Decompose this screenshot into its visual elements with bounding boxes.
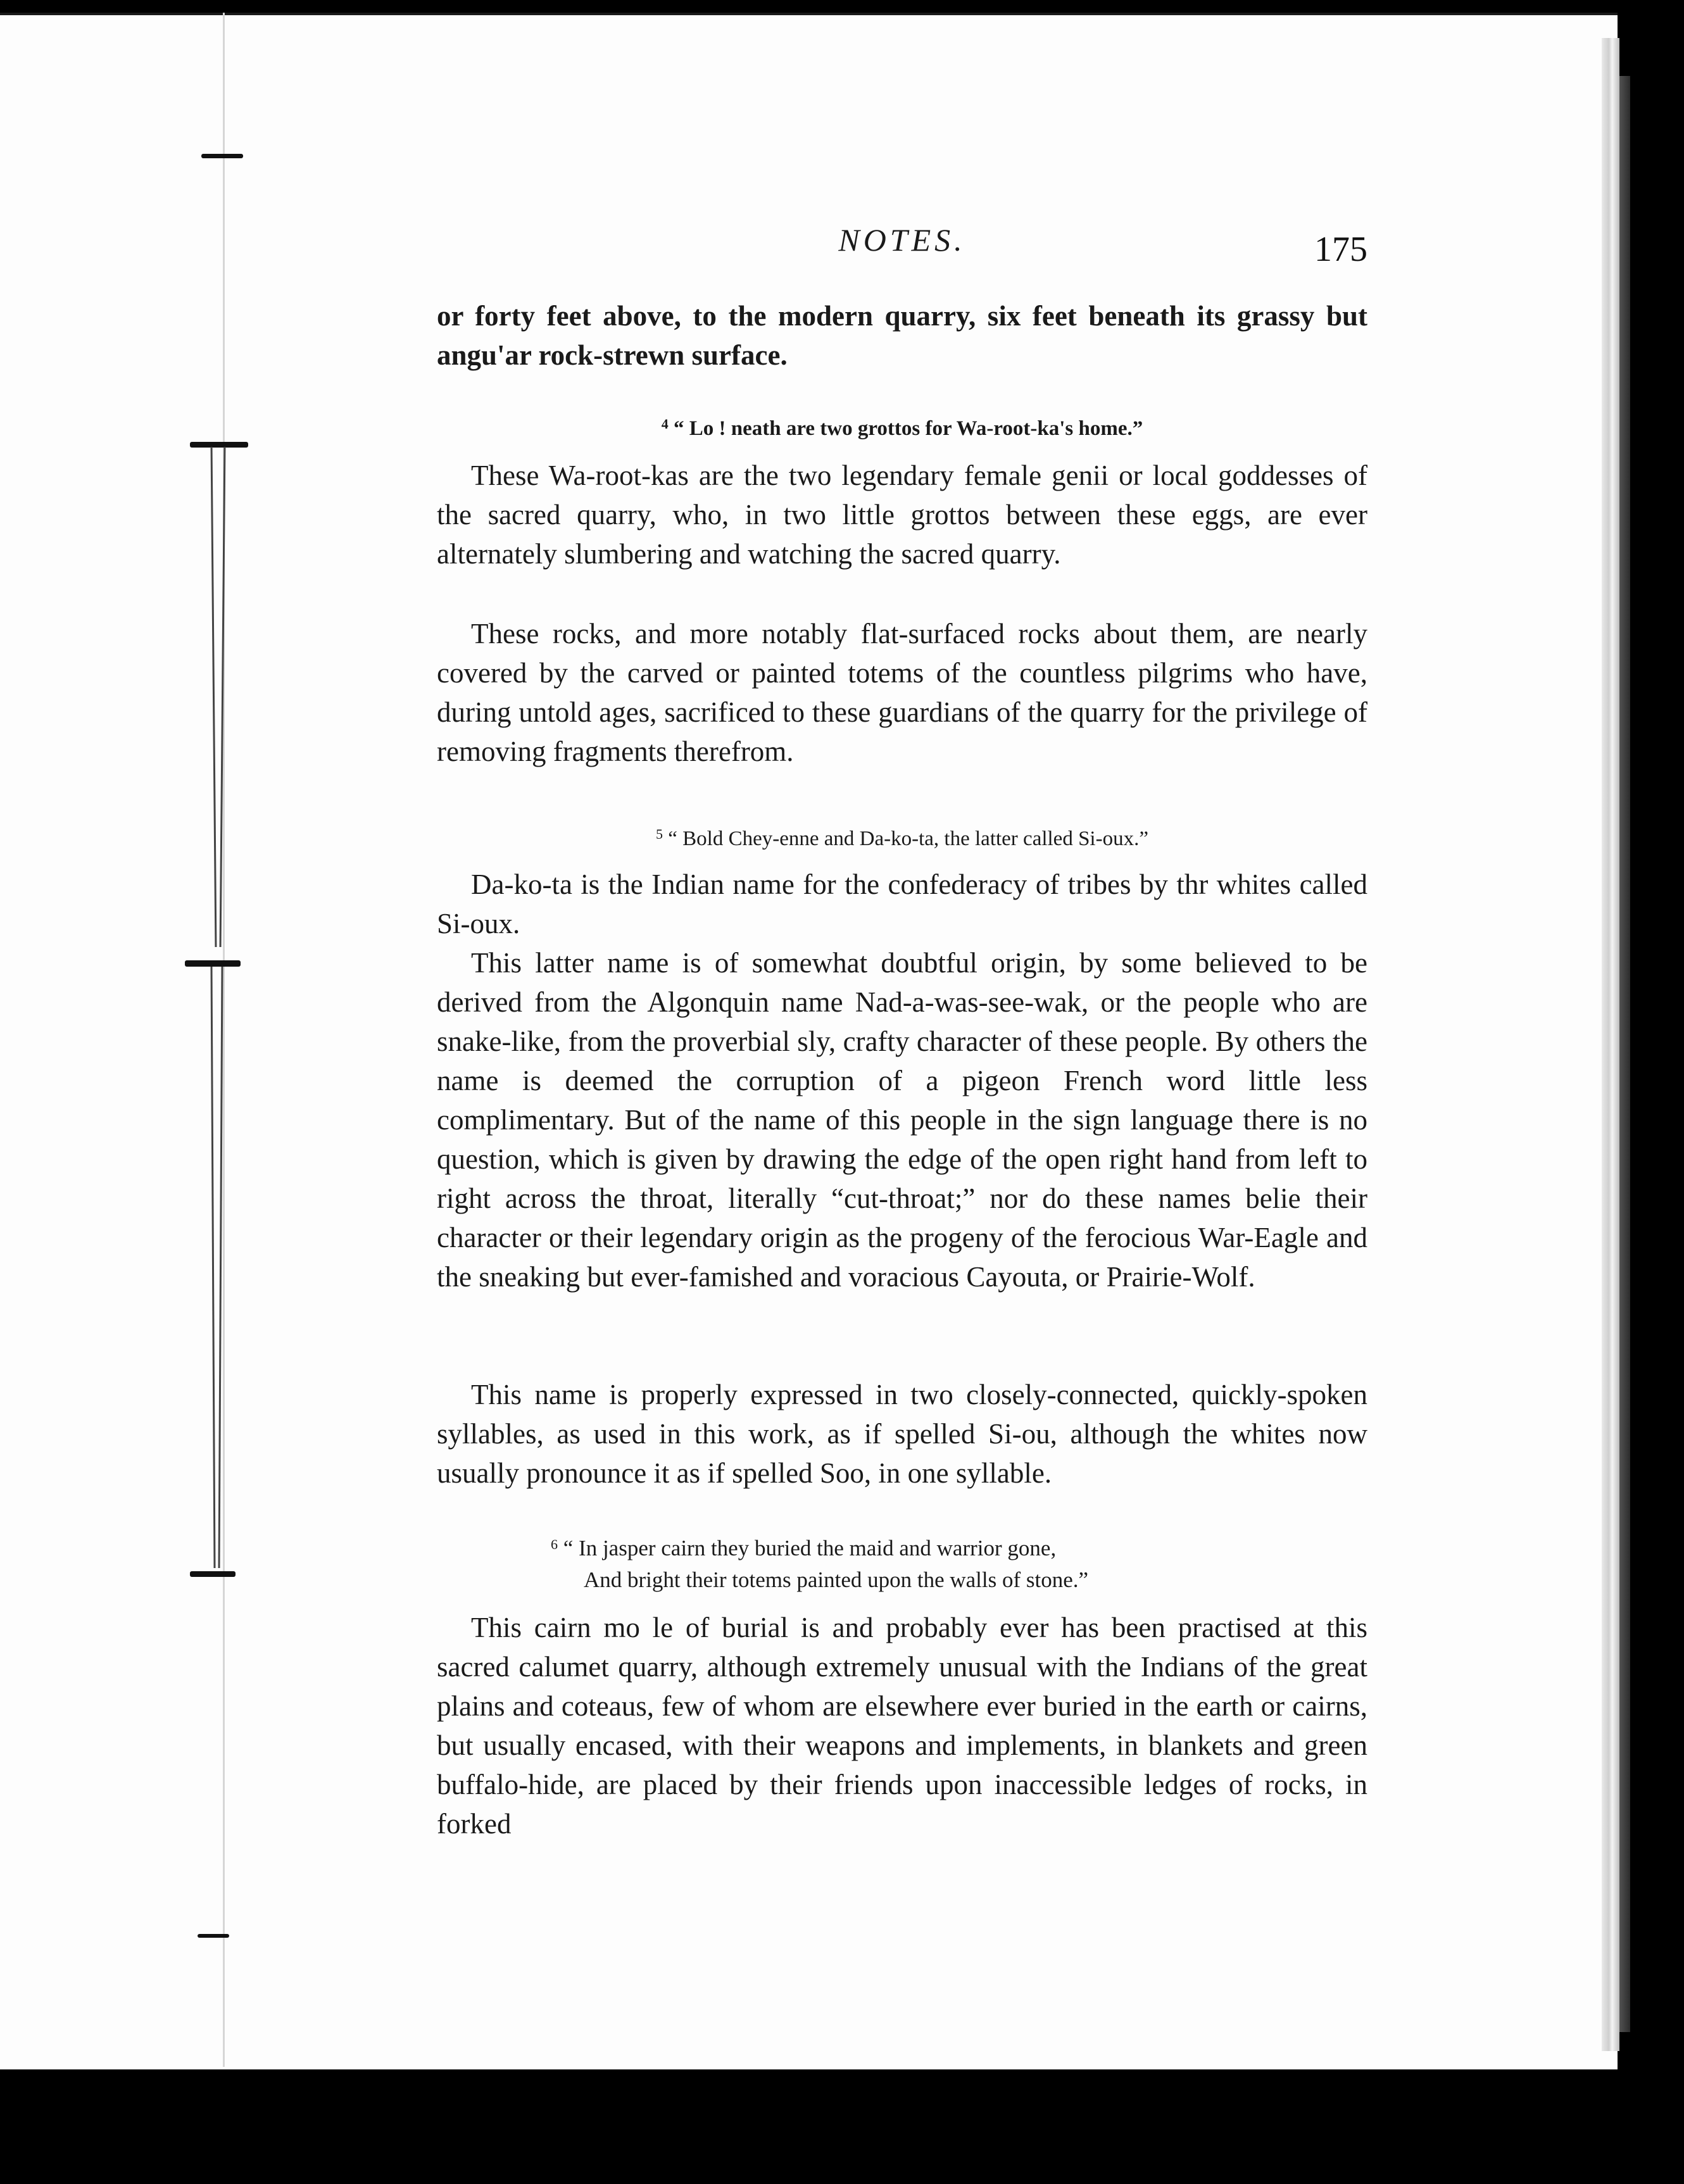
binding-stitch <box>190 1571 236 1577</box>
paragraph-continuation: or forty feet above, to the modern quarry, six feet beneath its grassy but angu'ar rock-strewn surface. <box>437 300 1367 371</box>
running-head: NOTES. <box>838 222 966 258</box>
note-quote: “ Lo ! neath are two grottos for Wa-root-ka's home.” <box>674 417 1143 440</box>
note-heading-6 <box>551 1529 1310 1596</box>
page-stack-edge <box>1602 38 1619 2051</box>
note-heading-4 <box>437 410 1367 442</box>
verse-text: And bright their totems painted upon the walls of stone.” <box>584 1567 1089 1592</box>
binding-stitch <box>201 154 243 158</box>
paragraph: This name is properly expressed in two closely-connected, quickly-spoken syllables, as used in this work, as if spelled Si-ou, although the whites now usually pronounce it as if spelled Soo, in one syllable. <box>437 1379 1367 1489</box>
verse-line <box>551 1529 1310 1564</box>
verse-line <box>551 1564 1310 1596</box>
note-marker: 4 <box>661 416 669 432</box>
page-gutter <box>223 13 225 2067</box>
book-edge-shadow <box>1618 76 1630 2032</box>
page-number: 175 <box>1314 230 1367 269</box>
page-header <box>437 222 1367 269</box>
binding-stitch <box>198 1934 229 1938</box>
note-marker: 5 <box>656 826 663 842</box>
binding-stitch <box>190 442 248 448</box>
binding-stitch <box>185 960 241 967</box>
paragraph: This cairn mo le of burial is and probably ever has been practised at this sacred calumet quarry, although extremely unusual with the Indians of the great plains and coteaus, few of whom are elsewhere ever buried in the earth or cairns, but usually encased, with their weapons and implements, in blankets and green buffalo-hide, are placed by their friends upon inaccessible ledges of rocks, in forked <box>437 1612 1367 1840</box>
verse-text: “ In jasper cairn they buried the maid and warrior gone, <box>563 1536 1057 1560</box>
paragraph: Da-ko-ta is the Indian name for the confederacy of tribes by thr whites called Si-oux. <box>437 869 1367 939</box>
paragraph: These rocks, and more notably flat-surfaced rocks about them, are nearly covered by the carved or painted totems of the countless pilgrims who have, during untold ages, sacrificed to these guardians of the quarry for the privilege of removing fragments therefrom. <box>437 618 1367 767</box>
paragraph: This latter name is of somewhat doubtful origin, by some believed to be derived from the Algonquin name Nad-a-was-see-wak, or the people who are snake-like, from the proverbial sly, crafty character of these people. By others the name is deemed the corruption of a pigeon French word little less complimentary. But of the name of this people in the sign language there is no question, which is given by drawing the edge of the open right hand from left to right across the throat, literally “cut-throat;” nor do these names belie their character or their legendary origin as the progeny of the ferocious War-Eagle and the sneaking but ever-famished and voracious Cayouta, or Prairie-Wolf. <box>437 947 1367 1293</box>
note-quote: “ Bold Chey-enne and Da-ko-ta, the latter called Si-oux.” <box>668 827 1148 850</box>
note-heading-5 <box>437 820 1367 853</box>
note-marker: 6 <box>551 1536 558 1552</box>
paragraph: These Wa-root-kas are the two legendary female genii or local goddesses of the sacred quarry, who, in two little grottos between these eggs, are ever alternately slumbering and watching the sacred quarry. <box>437 460 1367 570</box>
